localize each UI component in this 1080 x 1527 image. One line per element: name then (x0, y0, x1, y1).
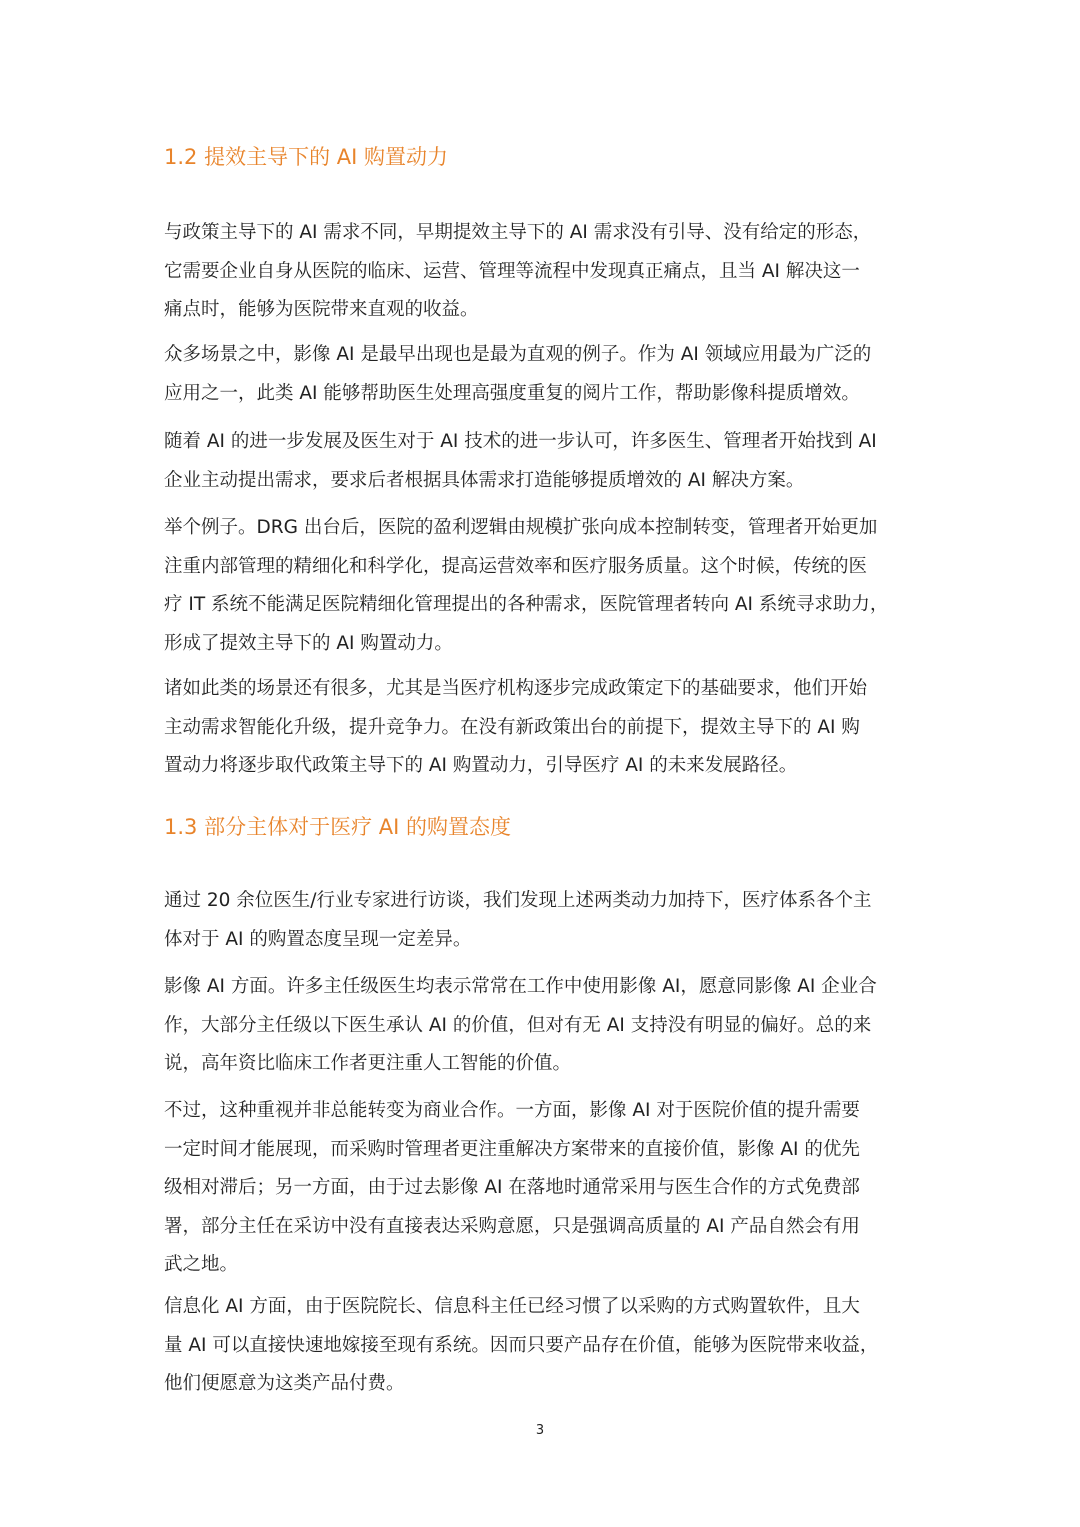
section-heading-1-3: 1.3 部分主体对于医疗 AI 的购置态度 (164, 815, 511, 839)
text-line: 举个例子。DRG 出台后，医院的盈利逻辑由规模扩张向成本控制转变，管理者开始更加 (164, 517, 878, 538)
text-line: 注重内部管理的精细化和科学化，提高运营效率和医疗服务质量。这个时候，传统的医 (164, 555, 868, 577)
text-line: 众多场景之中，影像 AI 是最早出现也是最为直观的例子。作为 AI 领域应用最为广泛的 (164, 344, 872, 365)
text-line: 说，高年资比临床工作者更注重人工智能的价值。 (164, 1053, 572, 1074)
text-line: 形成了提效主导下的 AI 购置动力。 (164, 632, 453, 654)
text-line: 主动需求智能化升级，提升竞争力。在没有新政策出台的前提下，提效主导下的 AI 购 (164, 716, 860, 738)
text-line: 级相对滞后；另一方面，由于过去影像 AI 在落地时通常采用与医生合作的方式免费部 (164, 1177, 860, 1198)
text-line: 痛点时，能够为医院带来直观的收益。 (164, 299, 479, 320)
text-line: 与政策主导下的 AI 需求不同，早期提效主导下的 AI 需求没有引导、没有给定的形态， (164, 222, 872, 243)
text-line: 置动力将逐步取代政策主导下的 AI 购置动力，引导医疗 AI 的未来发展路径。 (164, 755, 798, 776)
text-line: 诸如此类的场景还有很多，尤其是当医疗机构逐步完成政策定下的基础要求，他们开始 (164, 678, 868, 699)
text-line: 体对于 AI 的购置态度呈现一定差异。 (164, 928, 472, 950)
text-line: 一定时间才能展现，而采购时管理者更注重解决方案带来的直接价值，影像 AI 的优先 (164, 1138, 860, 1160)
text-line: 署，部分主任在采访中没有直接表达采购意愿，只是强调高质量的 AI 产品自然会有用 (164, 1215, 860, 1237)
page-number: 3 (535, 1423, 545, 1438)
text-line: 它需要企业自身从医院的临床、运营、管理等流程中发现真正痛点，且当 AI 解决这一 (164, 260, 860, 282)
text-line: 不过，这种重视并非总能转变为商业合作。一方面，影像 AI 对于医院价值的提升需要 (164, 1100, 860, 1121)
text-line: 作，大部分主任级以下医生承认 AI 的价值，但对有无 AI 支持没有明显的偏好。总的来 (164, 1014, 872, 1036)
paragraph (164, 882, 924, 959)
paragraph (164, 423, 924, 500)
paragraph (164, 670, 924, 786)
paragraph (164, 509, 924, 663)
text-line: 武之地。 (164, 1254, 239, 1275)
text-line: 量 AI 可以直接快速地嫁接至现有系统。因而只要产品存在价值，能够为医院带来收益， (164, 1334, 879, 1356)
paragraph (164, 1092, 924, 1285)
text-line: 他们便愿意为这类产品付费。 (164, 1373, 405, 1394)
text-line: 信息化 AI 方面，由于医院院长、信息科主任已经习惯了以采购的方式购置软件，且大 (164, 1296, 860, 1317)
text-line: 应用之一，此类 AI 能够帮助医生处理高强度重复的阅片工作，帮助影像科提质增效。 (164, 382, 860, 404)
section-heading-1-2: 1.2 提效主导下的 AI 购置动力 (164, 145, 448, 169)
text-line: 随着 AI 的进一步发展及医生对于 AI 技术的进一步认可，许多医生、管理者开始找到 AI (164, 431, 877, 452)
text-line: 企业主动提出需求，要求后者根据具体需求打造能够提质增效的 AI 解决方案。 (164, 469, 805, 491)
text-line: 影像 AI 方面。许多主任级医生均表示常常在工作中使用影像 AI，愿意同影像 AI 企业合 (164, 976, 877, 997)
text-line: 通过 20 余位医生/行业专家进行访谈，我们发现上述两类动力加持下，医疗体系各个主 (164, 890, 872, 911)
paragraph (164, 214, 924, 330)
text-line: 疗 IT 系统不能满足医院精细化管理提出的各种需求，医院管理者转向 AI 系统寻求助力， (164, 594, 889, 615)
paragraph (164, 1288, 924, 1404)
paragraph (164, 336, 924, 413)
paragraph (164, 968, 924, 1084)
